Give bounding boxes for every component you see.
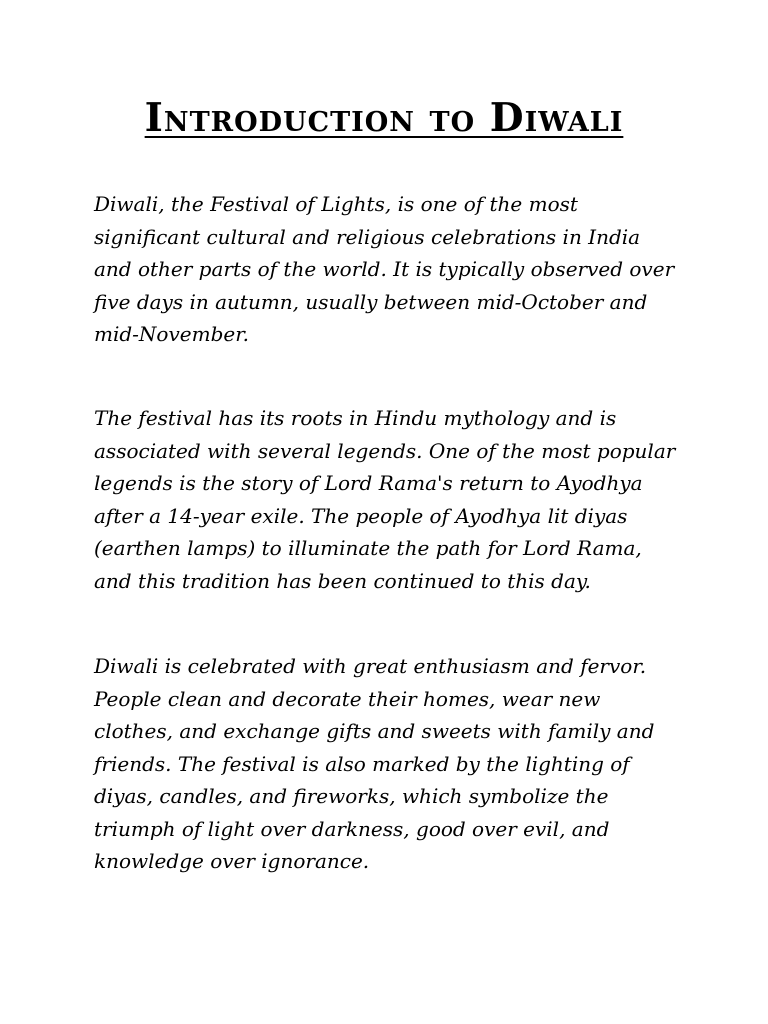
paragraph-intro: Diwali, the Festival of Lights, is one of the most significant cultural and religious celebrations in India and other parts of the world. It is typically observed over five days in autumn, usually between mid-October and mid-November. (94, 192, 675, 346)
paragraph-celebration: Diwali is celebrated with great enthusiasm and fervor. People clean and decorate their homes, wear new clothes, and exchange gifts and sweets with family and friends. The festival is also marked by the lighting of diyas, candles, and fireworks, which symbolize the triumph of light over darkness, good over evil, and knowledge over ignorance. (94, 654, 655, 873)
page-title (0, 96, 768, 141)
paragraph-mythology: The festival has its roots in Hindu mythology and is associated with several legends. One of the most popular legends is the story of Lord Rama's return to Ayodhya after a 14-year exile. The people of Ayodhya lit diyas (earthen lamps) to illuminate the path for Lord Rama, and this tradition has been continued to this day. (94, 406, 676, 593)
page-title-text: Introduction to Diwali (144, 95, 624, 141)
